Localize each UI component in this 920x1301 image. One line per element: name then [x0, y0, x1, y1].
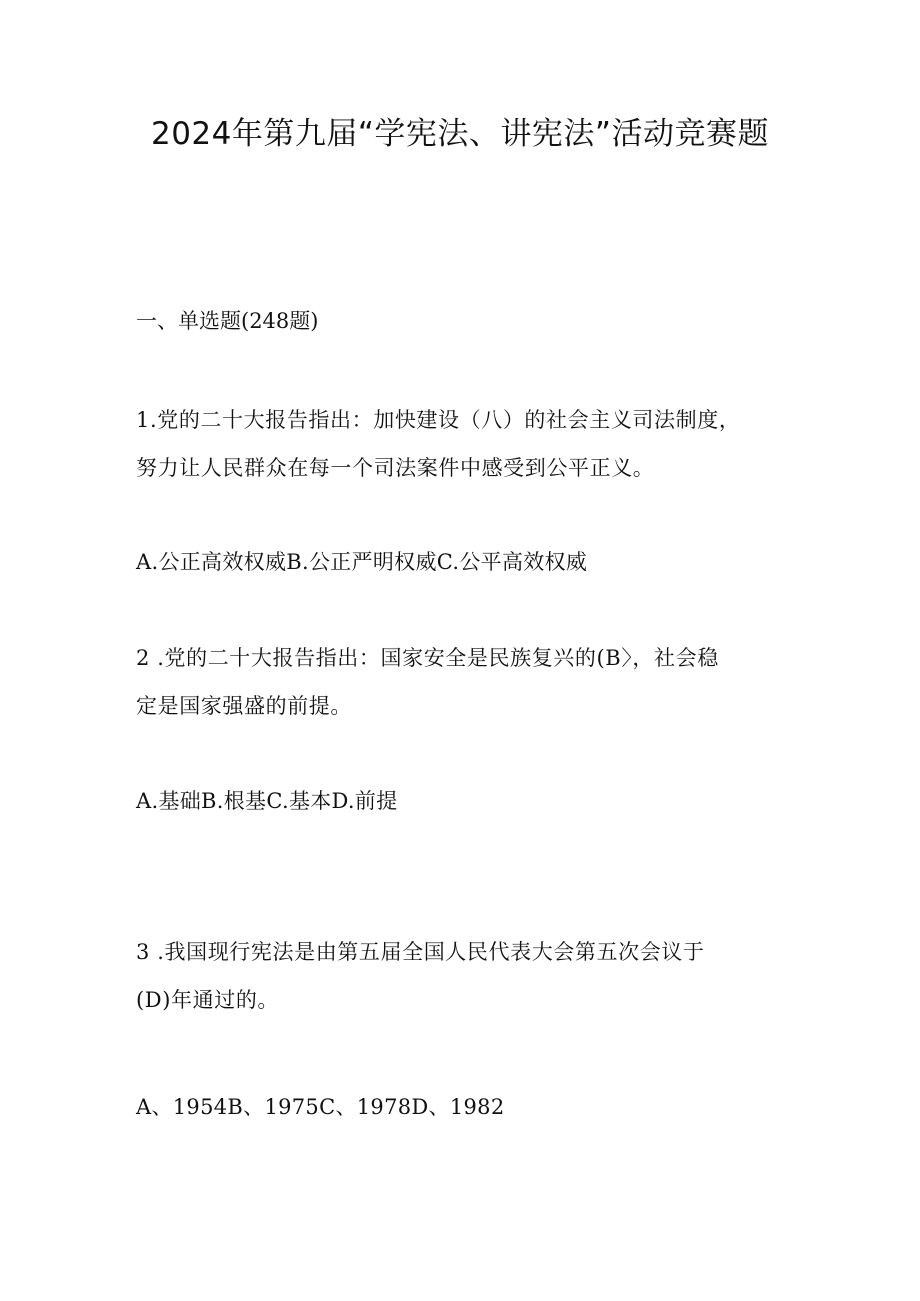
question-2	[136, 634, 784, 730]
question-3-line-2: (D)年通过的。	[136, 988, 280, 1012]
question-1-options: A.公正高效权威B.公正严明权威C.公平高效权威	[136, 550, 588, 574]
document-title: 2024年第九届“学宪法、讲宪法”活动竞赛题	[150, 116, 769, 152]
question-1-line-2: 努力让人民群众在每一个司法案件中感受到公平正义。	[136, 456, 655, 480]
question-3	[136, 928, 784, 1024]
section-heading: 一、单选题(248题)	[136, 309, 319, 333]
question-1	[136, 396, 784, 492]
question-3-line-1: 3 .我国现行宪法是由第五届全国人民代表大会第五次会议于	[136, 940, 705, 964]
question-2-line-2: 定是国家强盛的前提。	[136, 694, 352, 718]
question-2-options: A.基础B.根基C.基本D.前提	[136, 789, 398, 813]
question-1-line-1: 1.党的二十大报告指出：加快建设（八）的社会主义司法制度，	[136, 408, 741, 432]
question-3-options: A、1954B、1975C、1978D、1982	[136, 1095, 505, 1119]
question-2-line-1: 2 .党的二十大报告指出：国家安全是民族复兴的(B〉，社会稳	[136, 646, 719, 670]
